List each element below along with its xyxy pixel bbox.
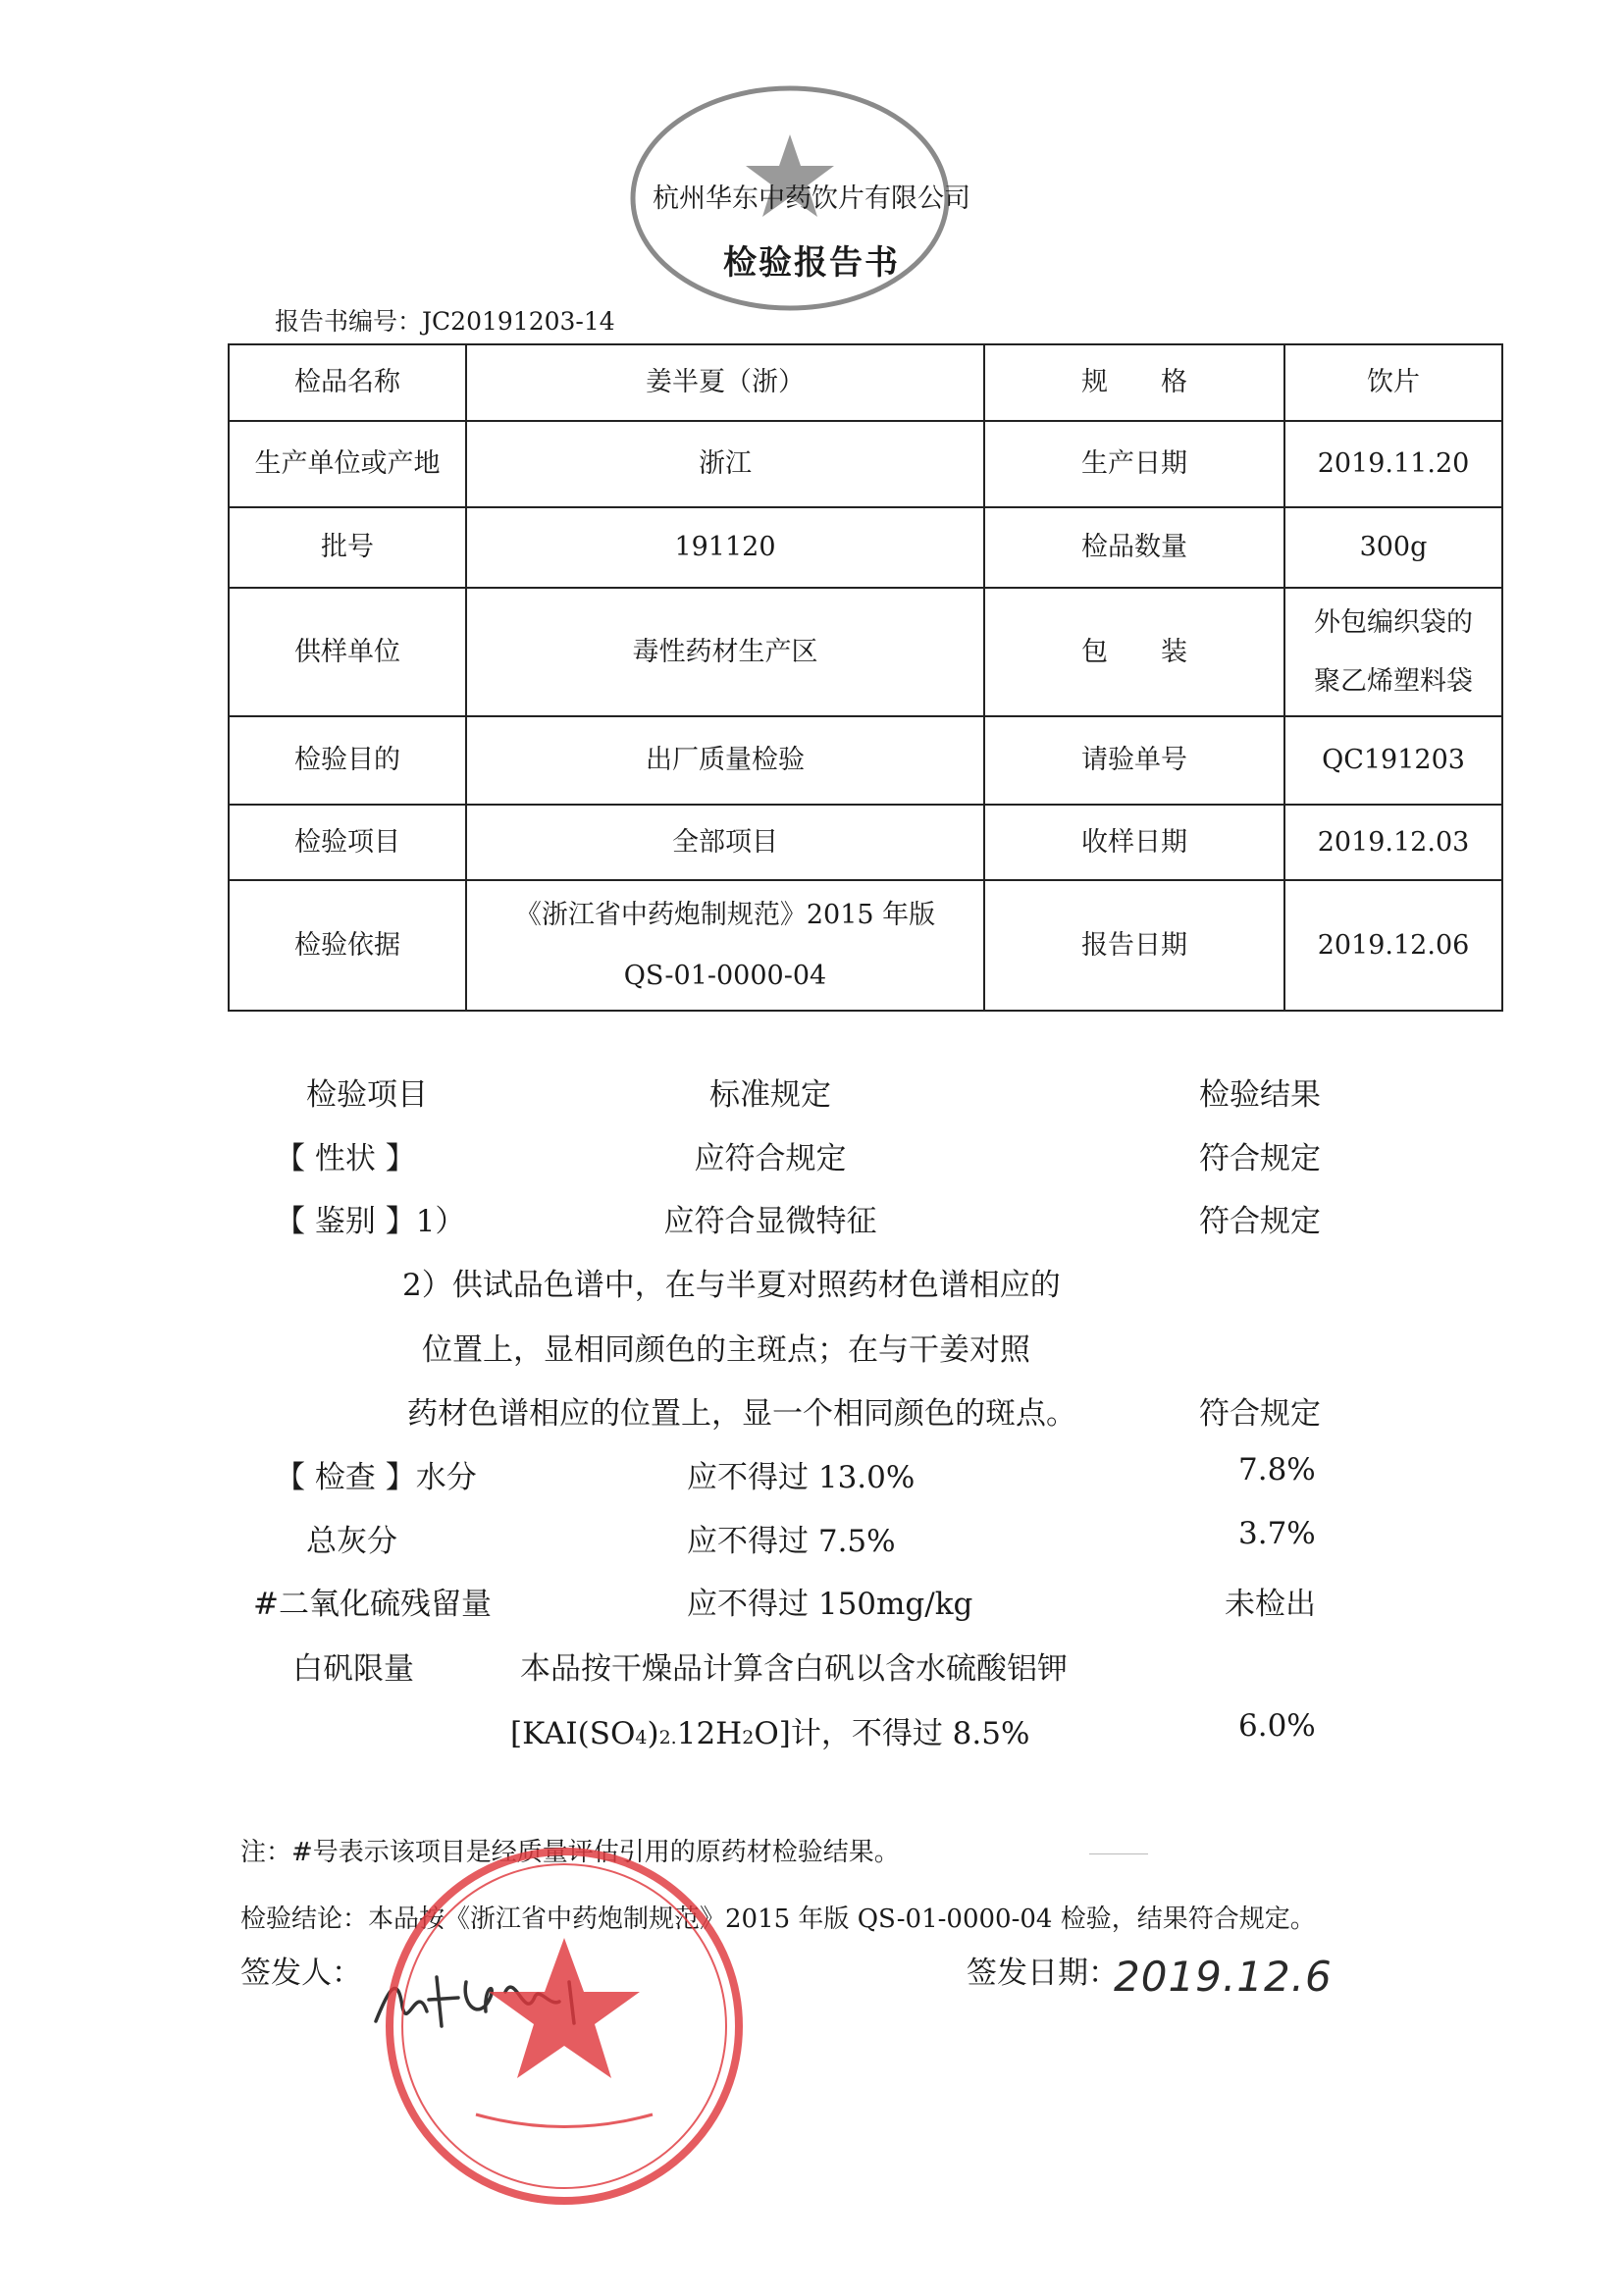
field-value-line: 300g: [1359, 532, 1428, 562]
field-value: [1284, 344, 1502, 421]
field-label: 报告日期: [984, 880, 1284, 1011]
formula-part: 12H: [676, 1716, 743, 1751]
field-value-line: QC191203: [1322, 745, 1465, 775]
footnote: 注：#号表示该项目是经质量评估引用的原药材检验结果。: [240, 1838, 900, 1867]
result-identification-2: 符合规定: [1199, 1396, 1321, 1432]
field-label: 检验依据: [229, 880, 466, 1011]
standard-alum-line: 本品按干燥品计算含白矾以含水硫酸铝钾: [520, 1651, 1068, 1687]
field-value-line: 姜半夏（浙）: [646, 367, 805, 397]
table-row: [229, 880, 1502, 1011]
result-alum: 6.0%: [1238, 1708, 1316, 1744]
table-row: [229, 507, 1502, 588]
field-value: [466, 507, 984, 588]
field-value-line: 全部项目: [672, 826, 778, 858]
field-value: [466, 344, 984, 421]
identification-2-line: 2）供试品色谱中，在与半夏对照药材色谱相应的: [402, 1268, 1061, 1303]
formula-part: [KAI(SO: [510, 1716, 636, 1751]
table-row: [229, 344, 1502, 421]
formula-subscript: 4: [635, 1727, 648, 1748]
field-value-line: 191120: [674, 532, 776, 562]
field-value-line: QS-01-0000-04: [623, 960, 827, 991]
item-label-identification: 【 鉴别 】1）: [275, 1204, 466, 1239]
standard-total-ash: 应不得过 7.5%: [687, 1524, 896, 1559]
item-label-so2: #二氧化硫残留量: [253, 1587, 492, 1622]
field-value-line: 2019.11.20: [1317, 448, 1470, 479]
field-value: [466, 805, 984, 880]
item-label-appearance: 【 性状 】: [275, 1141, 416, 1176]
result-so2: 未检出: [1225, 1587, 1316, 1622]
field-value: [1284, 880, 1502, 1011]
field-value-line: 饮片: [1367, 367, 1420, 397]
standard-alum-formula: [510, 1708, 1029, 1752]
field-value-line: 外包编织袋的: [1314, 606, 1473, 638]
sample-info-table: [228, 343, 1503, 1012]
field-label: 检验项目: [229, 805, 466, 880]
formula-subscript: 2: [742, 1727, 755, 1748]
item-label-moisture: 【 检查 】水分: [275, 1460, 477, 1495]
field-value: [1284, 716, 1502, 805]
field-value: [1284, 421, 1502, 507]
field-value-line: 出厂质量检验: [646, 745, 805, 775]
standard-appearance: 应符合规定: [694, 1141, 847, 1176]
result-moisture: 7.8%: [1238, 1452, 1316, 1487]
standard-identification-1: 应符合显微特征: [663, 1204, 877, 1239]
report-number: [275, 302, 615, 338]
field-value-line: 2019.12.06: [1317, 929, 1470, 961]
signer-label: 签发人：: [240, 1956, 362, 1991]
standard-so2: 应不得过 150mg/kg: [687, 1587, 973, 1622]
document-title: 检验报告书: [723, 243, 900, 283]
field-value-line: 《浙江省中药炮制规范》2015 年版: [514, 899, 936, 930]
standard-moisture: 应不得过 13.0%: [687, 1460, 916, 1495]
formula-subscript: 2.: [658, 1727, 677, 1748]
field-label: 检验目的: [229, 716, 466, 805]
field-label: 包 装: [984, 588, 1284, 716]
table-row: [229, 716, 1502, 805]
field-value: [466, 716, 984, 805]
report-number-value: JC20191203-14: [422, 307, 615, 336]
results-header-result: 检验结果: [1199, 1077, 1321, 1113]
table-row: [229, 805, 1502, 880]
field-value: [1284, 588, 1502, 716]
field-value-line: 2019.12.03: [1317, 826, 1470, 858]
field-label: 检品数量: [984, 507, 1284, 588]
field-label: 供样单位: [229, 588, 466, 716]
results-header-item: 检验项目: [306, 1077, 428, 1113]
field-label: 批号: [229, 507, 466, 588]
field-label: 生产单位或产地: [229, 421, 466, 507]
field-label: 生产日期: [984, 421, 1284, 507]
field-value: [466, 421, 984, 507]
identification-2-line: 药材色谱相应的位置上，显一个相同颜色的斑点。: [407, 1396, 1076, 1432]
quality-management-seal: [383, 1845, 746, 2208]
field-label: 收样日期: [984, 805, 1284, 880]
item-label-total-ash: 总灰分: [306, 1524, 397, 1559]
table-row: [229, 588, 1502, 716]
company-name: 杭州华东中药饮片有限公司: [653, 183, 970, 214]
field-value: [1284, 507, 1502, 588]
field-value-line: 浙江: [699, 448, 752, 479]
item-label-alum: 白矾限量: [292, 1651, 414, 1687]
field-value-line: 毒性药材生产区: [632, 636, 818, 667]
results-header-standard: 标准规定: [709, 1077, 831, 1113]
formula-part: ): [647, 1716, 659, 1751]
handwritten-sign-date: 2019.12.6: [1114, 1953, 1333, 2001]
result-appearance: 符合规定: [1199, 1141, 1321, 1176]
field-value: [1284, 805, 1502, 880]
report-number-label: 报告书编号：: [275, 307, 423, 336]
table-row: [229, 421, 1502, 507]
result-total-ash: 3.7%: [1238, 1516, 1316, 1551]
field-label: 检品名称: [229, 344, 466, 421]
faint-rule: [1089, 1853, 1148, 1854]
formula-part: O]计，不得过 8.5%: [754, 1716, 1030, 1751]
field-label: 规 格: [984, 344, 1284, 421]
sign-date-label: 签发日期：: [967, 1956, 1119, 1991]
identification-2-line: 位置上，显相同颜色的主斑点；在与干姜对照: [422, 1332, 1030, 1368]
field-value: [466, 588, 984, 716]
inspection-conclusion: 检验结论：本品按《浙江省中药炮制规范》2015 年版 QS-01-0000-04 检验，结果符合规定。: [240, 1905, 1316, 1934]
field-label: 请验单号: [984, 716, 1284, 805]
field-value: [466, 880, 984, 1011]
field-value-line: 聚乙烯塑料袋: [1314, 665, 1473, 697]
result-identification-1: 符合规定: [1199, 1204, 1321, 1239]
